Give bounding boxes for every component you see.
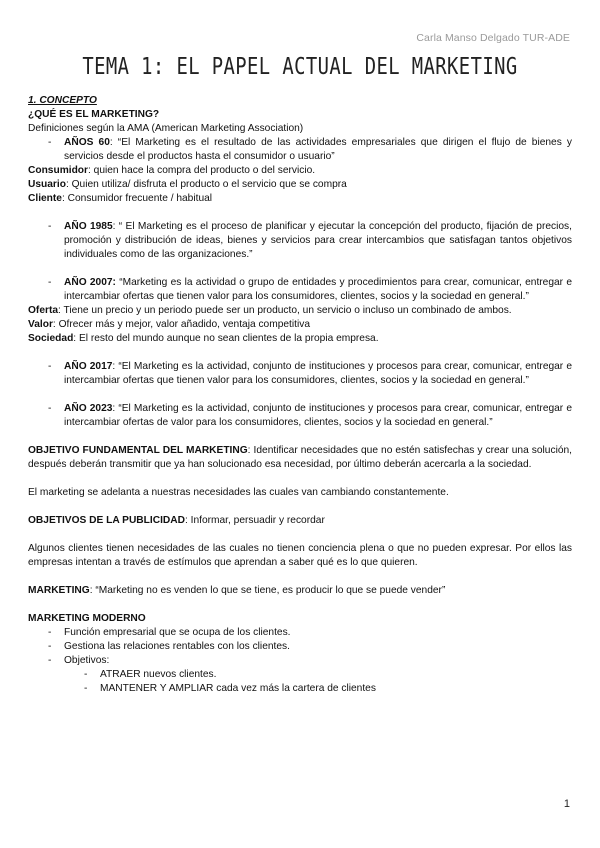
definition-text: : “El Marketing es el resultado de las actividades empresariales que dirigen el flujo de bienes y servicios desde el productos hasta el consumidor o usuario” xyxy=(64,137,572,162)
definition-list-2023 xyxy=(28,402,572,430)
moderno-list xyxy=(28,626,572,668)
objective-text: : Identificar necesidades que no estén satisfechas y crear una solución, después deberán transmitir que ya han solucionado esa necesidad, por último deberán acercarla a la sociedad. xyxy=(28,445,572,470)
objective-paragraph xyxy=(28,444,572,472)
list-item: - Gestiona las relaciones rentables con los clientes. xyxy=(28,640,572,654)
moderno-heading: MARKETING MODERNO xyxy=(28,613,146,624)
term-name: Usuario xyxy=(28,179,66,190)
term-line xyxy=(28,164,572,178)
marketing-label: MARKETING xyxy=(28,585,90,596)
author-name: Carla Manso Delgado TUR-ADE xyxy=(416,32,570,44)
list-item: - Función empresarial que se ocupa de los clientes. xyxy=(28,626,572,640)
term-text: : Quien utiliza/ disfruta el producto o el servicio que se compra xyxy=(65,179,347,190)
term-name: Cliente xyxy=(28,193,62,204)
term-name: Consumidor xyxy=(28,165,88,176)
section-question: ¿QUÉ ES EL MARKETING? xyxy=(28,109,160,120)
term-line xyxy=(28,332,572,346)
term-text: : Consumidor frecuente / habitual xyxy=(61,193,213,204)
definition-item xyxy=(28,402,572,430)
definition-list-60 xyxy=(28,136,572,164)
term-name: Valor xyxy=(28,319,53,330)
definition-item xyxy=(28,220,572,262)
term-line xyxy=(28,304,572,318)
definition-text: “Marketing es la actividad o grupo de entidades y procedimientos para crear, comunicar, entregar e intercambiar ofertas que tienen valor para los consumidores, clientes, socios y la sociedad en general.” xyxy=(64,277,572,302)
definition-list-2007 xyxy=(28,276,572,304)
sublist-item: - ATRAER nuevos clientes. xyxy=(28,668,572,682)
term-text: : Tiene un precio y un periodo puede ser un producto, un servicio o incluso un combinado de ambos. xyxy=(58,305,512,316)
marketing-quote-paragraph xyxy=(28,584,572,598)
definition-label: AÑO 1985 xyxy=(64,221,113,232)
term-text: : El resto del mundo aunque no sean clientes de la propia empresa. xyxy=(73,333,379,344)
adelanta-paragraph: El marketing se adelanta a nuestras necesidades las cuales van cambiando constantemente. xyxy=(28,487,449,498)
page-title: TEMA 1: EL PAPEL ACTUAL DEL MARKETING xyxy=(82,54,518,80)
term-line xyxy=(28,192,572,206)
definition-list-2017 xyxy=(28,360,572,388)
publicidad-label: OBJETIVOS DE LA PUBLICIDAD xyxy=(28,515,185,526)
definition-item xyxy=(28,136,572,164)
objetivos-sublist xyxy=(28,668,572,696)
objective-label: OBJETIVO FUNDAMENTAL DEL MARKETING xyxy=(28,445,248,456)
definition-label: AÑO 2007: xyxy=(64,277,116,288)
section-heading: 1. CONCEPTO xyxy=(28,95,97,106)
term-text: : quien hace la compra del producto o del servicio. xyxy=(88,165,316,176)
publicidad-text: : Informar, persuadir y recordar xyxy=(184,515,325,526)
sublist-item: - MANTENER Y AMPLIAR cada vez más la cartera de clientes xyxy=(28,682,572,696)
definition-text: : “ El Marketing es el proceso de planificar y ejecutar la concepción del producto, fijación de precios, promoción y distribución de ideas, bienes y servicios para crear intercambios que satisfagan tantos objetivos individuales como de las organizaciones.” xyxy=(64,221,572,260)
list-item: - Objetivos: xyxy=(28,654,572,668)
page-number: 1 xyxy=(563,798,570,810)
definition-list-1985 xyxy=(28,220,572,262)
marketing-quote-text: : “Marketing no es venden lo que se tiene, es producir lo que se puede vender” xyxy=(89,585,446,596)
definition-label: AÑOS 60 xyxy=(64,137,110,148)
clientes-paragraph: Algunos clientes tienen necesidades de las cuales no tienen conciencia plena o que no pueden expresar. Por ellos las empresas intentan a través de estímulos que aprendan a saber qué es lo que quieren. xyxy=(28,543,572,568)
definition-label: AÑO 2017 xyxy=(64,361,113,372)
document-body xyxy=(28,94,572,696)
term-text: : Ofrecer más y mejor, valor añadido, ventaja competitiva xyxy=(52,319,310,330)
definition-label: AÑO 2023 xyxy=(64,403,113,414)
term-name: Oferta xyxy=(28,305,59,316)
intro-line: Definiciones según la AMA (American Marketing Association) xyxy=(28,123,304,134)
definition-item xyxy=(28,276,572,304)
publicidad-paragraph xyxy=(28,514,572,528)
definition-text: : “El Marketing es la actividad, conjunto de instituciones y procesos para crear, comunicar, entregar e intercambiar ofertas de valor para los consumidores, clientes, socios y la sociedad en general.” xyxy=(64,403,572,428)
definition-text: : “El Marketing es la actividad, conjunto de instituciones y procesos para crear, comunicar, entregar e intercambiar ofertas que tienen valor para los consumidores, clientes, socios y la sociedad en general.” xyxy=(64,361,572,386)
term-line xyxy=(28,178,572,192)
term-line xyxy=(28,318,572,332)
definition-item xyxy=(28,360,572,388)
term-name: Sociedad xyxy=(28,333,74,344)
